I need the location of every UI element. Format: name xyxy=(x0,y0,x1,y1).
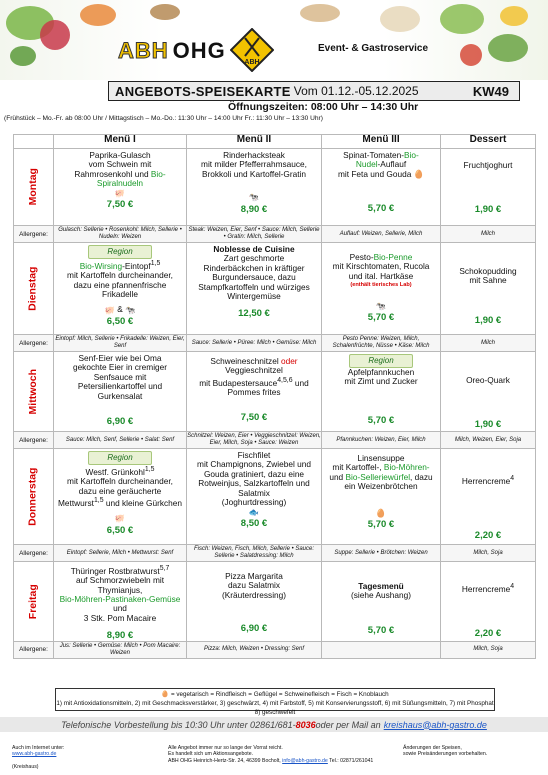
day-name: Mittwoch xyxy=(26,368,39,415)
day-label-cell xyxy=(14,149,54,226)
dessert-cell: Herrencreme$^4$ 2,20 € xyxy=(441,562,536,642)
menu-3-cell: Region Apfelpfannkuchen mit Zimt und Zucker 5,70 € xyxy=(322,352,441,432)
price: 8,90 € xyxy=(106,630,134,642)
day-name: Freitag xyxy=(26,583,39,619)
price: 6,50 € xyxy=(106,524,134,536)
order-email-link[interactable]: kreishaus@abh-gastro.de xyxy=(383,719,487,730)
price: 1,90 € xyxy=(474,314,502,326)
price: 2,20 € xyxy=(474,530,502,542)
calendar-week: KW49 xyxy=(472,83,509,99)
menu-1-cell: Paprika-Gulasch vom Schwein mit Rahmrosenkohl und Bio- Spiralnudeln 🐖 7,50 € xyxy=(54,149,187,226)
dessert-cell: Fruchtjoghurt 1,90 € xyxy=(441,149,536,226)
price: 6,90 € xyxy=(106,416,134,428)
menu-1-cell: Thüringer Rostbratwurst$^{5,7}$ auf Schmorzwiebeln mit Thymianjus, Bio-Möhren-Pastinaken-Gemüse und 3 Stk. Pom Macaire 8,90 € xyxy=(54,562,187,642)
pork-icon: 🐖 xyxy=(114,187,126,198)
vegetable-decoration xyxy=(40,20,70,50)
day-label-cell xyxy=(14,562,54,642)
vegetarian-icon: 🥚 xyxy=(375,507,387,518)
price: 7,50 € xyxy=(106,199,134,211)
table-header-row xyxy=(14,135,536,149)
corner-cell xyxy=(14,135,54,149)
legend-box xyxy=(55,688,495,717)
regional-badge: Region xyxy=(88,451,152,465)
price: 8,90 € xyxy=(240,203,268,215)
menu-3-cell: Spinat-Tomaten-Bio- Nudel-Auflauf mit Feta und Gouda 🥚 5,70 € xyxy=(322,149,441,226)
price: 1,90 € xyxy=(474,419,502,431)
vegetable-decoration xyxy=(80,4,116,26)
menu-1-cell: Region Bio-Wirsing-Eintopf$^{1,5}$ mit Kartoffeln durcheinander, dazu eine pfannenfrische Frikadelle 🐖 & 🐄 6,50 € xyxy=(54,243,187,335)
cow-icon: 🐄 xyxy=(375,300,387,311)
vegetable-decoration xyxy=(460,44,482,66)
header-banner xyxy=(0,0,548,80)
dessert-cell: Oreo-Quark 1,90 € xyxy=(441,352,536,432)
day-row-monday xyxy=(14,149,536,226)
price: 5,70 € xyxy=(367,203,395,215)
menu-title-bar xyxy=(108,81,520,101)
column-header: Dessert xyxy=(441,135,536,149)
menu-3-cell: Linsensuppe mit Kartoffel-, Bio-Möhren- und Bio-Selleriewürfel, dazu ein Weizenbrötchen 🥚 5,70 € xyxy=(322,449,441,545)
allergen-row: Allergene: Sauce: Milch, Senf, Sellerie • Salat: Senf Schnitzel: Weizen, Eier • Veggieschnitzel: Weizen, Eier, Milch, Soja • Sauce: Weizen Pfannkuchen: Weizen, Eier, Milch Milch, Weizen, Eier, Soja xyxy=(14,432,536,449)
dessert-cell: Herrencreme$^4$ 2,20 € xyxy=(441,449,536,545)
ingredient-note: (enthält tierisches Lab) xyxy=(350,282,412,289)
footer-left: Auch im Internet unter: www.abh-gastro.de (Kreishaus) xyxy=(12,745,65,770)
menu-3-cell: Pesto-Bio-Penne mit Kirschtomaten, Rucola und ital. Hartkäse (enthält tierisches Lab) 🐄 5,70 € xyxy=(322,243,441,335)
pork-icon: 🐖 xyxy=(114,513,126,524)
price: 7,50 € xyxy=(240,412,268,424)
menu-title: ANGEBOTS-SPEISEKARTE xyxy=(115,83,291,99)
price: 2,20 € xyxy=(474,628,502,640)
vegetable-decoration xyxy=(150,4,180,20)
price: 5,70 € xyxy=(367,414,395,426)
price: 5,70 € xyxy=(367,519,395,531)
website-link[interactable]: www.abh-gastro.de xyxy=(12,751,57,758)
day-name: Donnerstag xyxy=(26,467,39,526)
menu-2-cell: Rinderhacksteak mit milder Pfefferrahmsauce, Brokkoli und Kartoffel-Gratin 🐄 8,90 € xyxy=(187,149,322,226)
allergen-row: Allergene: Gulasch: Sellerie • Rosenkohl: Milch, Sellerie • Nudeln: Weizen Steak: Weizen, Eier, Senf • Sauce: Milch, Sellerie • Gratin: Milch, Sellerie Auflauf: Weizen, Sellerie, Milch Milch xyxy=(14,226,536,243)
legend-icons-text: = vegetarisch = Rindfleisch = Geflügel = Schweinefleisch = Fisch = Knoblauch xyxy=(170,691,389,699)
price: 5,70 € xyxy=(367,624,395,636)
menu-2-cell: Noblesse de Cuisine Zart geschmorte Rinderbäckchen in kräftiger Burgundersauce, dazu Stampfkartoffeln und würziges Wintergemüse 12,50 € xyxy=(187,243,322,335)
vegetable-decoration xyxy=(440,4,484,34)
menu-table xyxy=(13,134,536,659)
column-header: Menü II xyxy=(187,135,322,149)
footer-email-link[interactable]: info@abh-gastro.de xyxy=(282,757,328,764)
price: 5,70 € xyxy=(367,312,395,324)
allergen-row: Allergene: Jus: Sellerie • Gemüse: Milch • Pom Macaire: Weizen Pizza: Milch, Weizen • Dressing: Senf Milch, Soja xyxy=(14,641,536,658)
day-row-wednesday xyxy=(14,352,536,432)
allergen-row: Allergene: Eintopf: Milch, Sellerie • Frikadelle: Weizen, Eier, Senf Sauce: Sellerie • Püree: Milch • Gemüse: Milch Pesto Penne: Weizen, Milch, Schalenfrüchte, Nüsse • Käse: Milch Milch xyxy=(14,335,536,352)
regional-badge: Region xyxy=(349,354,413,368)
beef-icon: 🐄 xyxy=(125,304,136,315)
day-label-cell xyxy=(14,352,54,432)
column-header: Menü I xyxy=(54,135,187,149)
pork-icon: 🐖 xyxy=(104,304,115,315)
day-row-friday xyxy=(14,562,536,642)
opening-hours: Öffnungszeiten: 08:00 Uhr – 14:30 Uhr xyxy=(228,101,419,113)
price: 6,90 € xyxy=(240,623,268,635)
menu-2-cell: Schweineschnitzel oder Veggieschnitzel mit Budapestersauce$^{4,5,6}$ und Pommes frites 7,50 € xyxy=(187,352,322,432)
legend-additives: 1) mit Antioxidationsmitteln, 2) mit Geschmacksverstärker, 3) geschwärzt, 4) mit Farbstoff, 5) mit Konservierungsstoff, 6) mit Süßungsmitteln, 7) mit Phosphat 8) geschwefelt xyxy=(56,700,494,717)
price: 12,50 € xyxy=(238,308,270,320)
day-label-cell xyxy=(14,449,54,545)
day-name: Dienstag xyxy=(26,266,39,311)
menu-2-cell: Pizza Margarita dazu Salatmix (Kräuterdressing) 6,90 € xyxy=(187,562,322,642)
brand-name: ABH OHG xyxy=(118,38,226,63)
price: 8,50 € xyxy=(240,517,268,529)
menu-1-cell: Region Westf. Grünkohl$^{1,5}$ mit Kartoffeln durcheinander, dazu eine geräucherte Mettwurst$^{1,5}$ und kleine Gürkchen 🐖 6,50 € xyxy=(54,449,187,545)
vegetarian-icon: 🥚 xyxy=(161,691,170,698)
vegetarian-icon: 🥚 xyxy=(413,168,424,179)
regional-badge: Region xyxy=(88,245,152,259)
allergen-row: Allergene: Eintopf: Sellerie, Milch • Mettwurst: Senf Fisch: Weizen, Fisch, Milch, Sellerie • Sauce: Sellerie • Salatdressing: Milch Suppe: Sellerie • Brötchen: Weizen Milch, Soja xyxy=(14,545,536,562)
special-heading: Noblesse de Cuisine xyxy=(213,244,295,254)
footer-center: Alle Angebot immer nur so lange der Vorrat reicht. Es handelt sich um Aktionsangebote. ABH OHG Heinrich-Hertz-Str. 24, 46399 Bocholt, info@abh-gastro.de Tel.: 02871/261041 xyxy=(168,745,374,764)
service-tagline: Event- & Gastroservice xyxy=(318,43,429,54)
column-header: Menü III xyxy=(322,135,441,149)
menu-1-cell: Senf-Eier wie bei Oma gekochte Eier in cremiger Senfsauce mit Petersilienkartoffel und Gurkensalat 6,90 € xyxy=(54,352,187,432)
price: 1,90 € xyxy=(474,204,502,216)
date-range: Vom 01.12.-05.12.2025 xyxy=(293,84,419,98)
abh-logo-icon xyxy=(230,28,274,72)
svg-text:ABH: ABH xyxy=(244,59,260,66)
dessert-cell: Schokopudding mit Sahne 1,90 € xyxy=(441,243,536,335)
beef-icon: 🐄 xyxy=(248,192,260,203)
vegetable-decoration xyxy=(300,4,340,22)
vegetable-decoration xyxy=(10,46,36,66)
price: 6,50 € xyxy=(106,315,134,327)
vegetable-decoration xyxy=(488,34,528,62)
day-row-thursday xyxy=(14,449,536,545)
menu-3-cell: Tagesmenü (siehe Aushang) 5,70 € xyxy=(322,562,441,642)
vegetable-decoration xyxy=(500,6,528,26)
day-label-cell xyxy=(14,243,54,335)
footer-right: Änderungen der Speisen, sowie Preisänderungen vorbehalten. xyxy=(403,745,488,758)
day-row-tuesday xyxy=(14,243,536,335)
order-info-bar: Telefonische Vorbestellung bis 10:30 Uhr unter 02861/681- 8036 oder per Mail an kreishaus@abh-gastro.de xyxy=(0,717,548,732)
vegetable-decoration xyxy=(380,6,420,32)
opening-hours-detail: (Frühstück – Mo.-Fr. ab 08:00 Uhr / Mittagstisch – Mo.-Do.: 11:30 Uhr – 14:00 Uhr Fr.: 11:30 Uhr – 13:30 Uhr) xyxy=(4,115,323,122)
day-name: Montag xyxy=(26,168,39,206)
fish-icon: 🐟 xyxy=(248,506,260,517)
menu-2-cell: Fischfilet mit Champignons, Zwiebel und Gouda gratiniert, dazu eine Rotweinjus, Salzkartoffeln und Salatmix (Joghurtdressing) 🐟 8,50 € xyxy=(187,449,322,545)
